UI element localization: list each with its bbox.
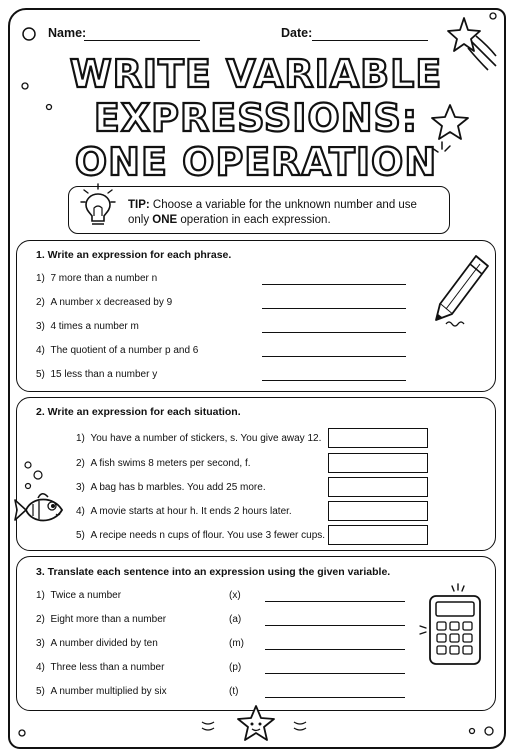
answer-line-1-5[interactable]: [262, 380, 406, 381]
list-item: 4) Three less than a number: [36, 662, 165, 673]
answer-line-3-3[interactable]: [265, 649, 405, 650]
section-1-title: 1. Write an expression for each phrase.: [36, 249, 232, 261]
answer-box-2-2[interactable]: [328, 453, 428, 473]
title-line-2: EXPRESSIONS:: [93, 96, 419, 140]
answer-line-1-3[interactable]: [262, 332, 406, 333]
list-item: 5) A recipe needs n cups of flour. You use 3 fewer cups.: [76, 530, 326, 541]
answer-box-2-4[interactable]: [328, 501, 428, 521]
title-line-1: WRITE VARIABLE: [69, 52, 443, 96]
answer-line-3-1[interactable]: [265, 601, 405, 602]
answer-box-2-5[interactable]: [328, 525, 428, 545]
answer-line-1-4[interactable]: [262, 356, 406, 357]
tip-text: TIP: Choose a variable for the unknown number and use only ONE operation in each expression.: [128, 199, 417, 226]
name-label: Name:: [48, 26, 87, 40]
list-item: 1) 7 more than a number n: [36, 273, 158, 284]
list-item: 2) A fish swims 8 meters per second, f.: [76, 458, 251, 469]
variable-label: (a): [229, 614, 242, 625]
answer-line-1-2[interactable]: [262, 308, 406, 309]
list-item: 5) 15 less than a number y: [36, 369, 158, 380]
fish-icon: [12, 488, 70, 534]
list-item: 4) The quotient of a number p and 6: [36, 345, 199, 356]
list-item: 4) A movie starts at hour h. It ends 2 hours later.: [76, 506, 292, 517]
list-item: 3) 4 times a number m: [36, 321, 139, 332]
answer-box-2-1[interactable]: [328, 428, 428, 448]
pencil-icon: [432, 252, 492, 332]
variable-label: (m): [229, 638, 244, 649]
answer-line-1-1[interactable]: [262, 284, 406, 285]
list-item: 5) A number multiplied by six: [36, 686, 167, 697]
list-item: 3) A number divided by ten: [36, 638, 158, 649]
smiling-star-icon: [236, 704, 276, 744]
section-2-title: 2. Write an expression for each situation.: [36, 406, 241, 418]
answer-box-2-3[interactable]: [328, 477, 428, 497]
list-item: 2) A number x decreased by 9: [36, 297, 173, 308]
lightbulb-icon: [80, 182, 116, 230]
variable-label: (p): [229, 662, 242, 673]
list-item: 3) A bag has b marbles. You add 25 more.: [76, 482, 266, 493]
list-item: 1) Twice a number: [36, 590, 122, 601]
answer-line-3-4[interactable]: [265, 673, 405, 674]
answer-line-3-5[interactable]: [265, 697, 405, 698]
calculator-icon: [418, 580, 488, 670]
variable-label: (x): [229, 590, 241, 601]
sparkle-icon: [290, 716, 314, 736]
answer-line-3-2[interactable]: [265, 625, 405, 626]
section-3-title: 3. Translate each sentence into an expression using the given variable.: [36, 566, 391, 578]
sparkle-icon: [198, 716, 222, 736]
date-label: Date:: [281, 26, 313, 40]
list-item: 2) Eight more than a number: [36, 614, 167, 625]
list-item: 1) You have a number of stickers, s. You give away 12.: [76, 433, 322, 444]
title-line-3: ONE OPERATION: [74, 140, 438, 184]
variable-label: (t): [229, 686, 239, 697]
